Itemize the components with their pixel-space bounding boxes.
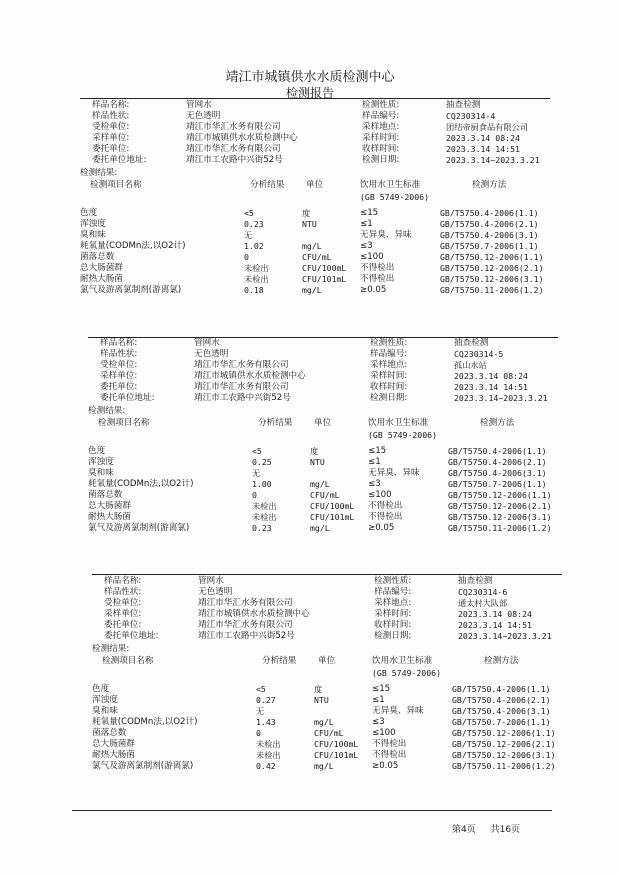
value-receive-time: 2023.3.14 14:51 [458, 620, 532, 630]
label-test-property: 检测性质: [374, 576, 412, 586]
label-sampler: 采样单位: [100, 371, 138, 381]
label-sample-property: 样品性状: [92, 111, 130, 121]
value-sample-property: 无色透明 [194, 349, 229, 359]
row-item: 总大肠菌群 [92, 739, 135, 749]
row-unit: 度 [302, 208, 311, 218]
row-method: GB/T5750.12-2006(3.1) [452, 750, 556, 760]
label-sample-no: 样品编号: [370, 349, 408, 359]
row-item: 总大肠菌群 [80, 263, 123, 273]
col-standard-code: (GB 5749-2006) [372, 668, 442, 678]
label-sample-location: 采样地点: [362, 122, 400, 132]
row-unit: CFU/mL [310, 490, 340, 500]
value-sampler: 靖江市城镇供水水质检测中心 [194, 371, 306, 381]
row-method: GB/T5750.12-2006(3.1) [448, 512, 552, 522]
label-sample-location: 采样地点: [374, 598, 412, 608]
row-method: GB/T5750.12-2006(3.1) [440, 274, 544, 284]
label-client: 受检单位: [92, 122, 130, 132]
value-client: 靖江市华汇水务有限公司 [194, 360, 289, 370]
row-item: 耗氧量(CODMn法,以O2计) [92, 717, 198, 727]
value-client: 靖江市华汇水务有限公司 [198, 598, 293, 608]
value-entrust-addr: 靖江市工农路中兴街52号 [198, 631, 295, 641]
row-standard: ≤3 [368, 479, 381, 489]
label-entrust: 委托单位: [92, 144, 130, 154]
row-standard: 不得检出 [360, 274, 395, 284]
row-unit: mg/L [302, 241, 322, 251]
row-unit: CFU/100mL [310, 501, 355, 511]
row-unit: CFU/101mL [302, 274, 347, 284]
col-result-header: 分析结果 [250, 180, 285, 190]
row-standard: 无异臭、异味 [360, 230, 412, 240]
col-standard-code: (GB 5749-2006) [360, 192, 430, 202]
row-method: GB/T5750.11-2006(1.2) [452, 761, 556, 771]
row-method: GB/T5750.4-2006(2.1) [440, 219, 539, 229]
col-standard-header: 饮用水卫生标准 [368, 418, 429, 428]
label-sampler: 采样单位: [104, 609, 142, 619]
row-unit: mg/L [314, 717, 334, 727]
value-sample-no: CQ230314-4 [446, 111, 496, 121]
row-item: 耗氧量(CODMn法,以O2计) [88, 479, 194, 489]
row-item: 浑浊度 [88, 457, 114, 467]
bottom-rule [72, 810, 552, 811]
label-test-date: 检测日期: [362, 155, 400, 165]
row-item: 菌落总数 [88, 490, 123, 500]
value-receive-time: 2023.3.14 14:51 [446, 144, 520, 154]
value-sample-time: 2023.3.14 08:24 [458, 609, 532, 619]
row-item: 耗氧量(CODMn法,以O2计) [80, 241, 186, 251]
row-method: GB/T5750.4-2006(3.1) [452, 706, 551, 716]
label-client: 受检单位: [100, 360, 138, 370]
label-sample-property: 样品性状: [100, 349, 138, 359]
row-standard: ≥0.05 [372, 761, 399, 771]
col-result-header: 分析结果 [262, 656, 297, 666]
label-sample-name: 样品名称: [92, 100, 130, 110]
header-rule [92, 574, 562, 575]
row-result: 无 [252, 468, 261, 478]
row-result: <5 [244, 208, 254, 218]
row-unit: 度 [314, 684, 323, 694]
row-unit: CFU/101mL [310, 512, 355, 522]
row-unit: CFU/100mL [302, 263, 347, 273]
row-unit: CFU/mL [302, 252, 332, 262]
row-result: 0.42 [256, 761, 276, 771]
row-method: GB/T5750.7-2006(1.1) [452, 717, 551, 727]
value-test-date: 2023.3.14~2023.3.21 [454, 393, 548, 403]
row-standard: ≤100 [368, 490, 392, 500]
row-method: GB/T5750.12-2006(2.1) [448, 501, 552, 511]
label-test-date: 检测日期: [374, 631, 412, 641]
results-label: 检测结果: [92, 644, 130, 654]
row-method: GB/T5750.4-2006(1.1) [448, 446, 547, 456]
row-method: GB/T5750.4-2006(2.1) [452, 695, 551, 705]
col-standard-header: 饮用水卫生标准 [372, 656, 433, 666]
row-method: GB/T5750.11-2006(1.2) [440, 285, 544, 295]
value-entrust-addr: 靖江市工农路中兴街52号 [186, 155, 283, 165]
label-test-property: 检测性质: [362, 100, 400, 110]
col-unit-header: 单位 [306, 180, 324, 190]
label-entrust-addr: 委托单位地址: [92, 155, 147, 165]
label-entrust: 委托单位: [100, 382, 138, 392]
row-standard: ≥0.05 [368, 523, 395, 533]
value-sample-location: 通太村大队部 [458, 598, 508, 608]
row-item: 耐热大肠菌 [80, 274, 123, 284]
row-standard: ≤100 [372, 728, 396, 738]
value-sampler: 靖江市城镇供水水质检测中心 [198, 609, 310, 619]
value-test-property: 抽查检测 [454, 338, 489, 348]
row-standard: 无异臭、异味 [368, 468, 420, 478]
header-rule [80, 98, 550, 99]
row-standard: ≤3 [372, 717, 385, 727]
row-standard: ≤1 [360, 219, 373, 229]
row-method: GB/T5750.12-2006(1.1) [440, 252, 544, 262]
row-item: 色度 [88, 446, 106, 456]
value-sample-time: 2023.3.14 08:24 [454, 371, 528, 381]
row-item: 氯气及游离氯制剂(游离氯) [80, 285, 182, 295]
value-test-date: 2023.3.14~2023.3.21 [446, 155, 540, 165]
label-sample-no: 样品编号: [374, 587, 412, 597]
row-standard: 不得检出 [360, 263, 395, 273]
value-receive-time: 2023.3.14 14:51 [454, 382, 528, 392]
col-standard-header: 饮用水卫生标准 [360, 180, 421, 190]
row-method: GB/T5750.4-2006(1.1) [440, 208, 539, 218]
row-item: 菌落总数 [80, 252, 115, 262]
row-item: 浑浊度 [80, 219, 106, 229]
row-result: 未检出 [244, 263, 269, 273]
row-unit: NTU [302, 219, 317, 229]
value-sample-location: 孤山水站 [454, 360, 487, 370]
value-sample-property: 无色透明 [186, 111, 221, 121]
row-result: 无 [256, 706, 265, 716]
row-unit: mg/L [302, 285, 322, 295]
col-item-header: 检测项目名称 [90, 180, 142, 190]
results-label: 检测结果: [80, 168, 118, 178]
row-result: 0 [252, 490, 257, 500]
row-standard: 不得检出 [368, 501, 403, 511]
row-unit: mg/L [314, 761, 334, 771]
row-result: 0.18 [244, 285, 264, 295]
row-item: 总大肠菌群 [88, 501, 131, 511]
row-item: 色度 [92, 684, 110, 694]
row-result: <5 [256, 684, 266, 694]
row-result: 未检出 [244, 274, 269, 284]
col-item-header: 检测项目名称 [102, 656, 154, 666]
label-receive-time: 收样时间: [370, 382, 408, 392]
row-standard: ≤15 [368, 446, 387, 456]
row-unit: CFU/mL [314, 728, 344, 738]
row-result: 0 [244, 252, 249, 262]
row-method: GB/T5750.12-2006(1.1) [452, 728, 556, 738]
label-receive-time: 收样时间: [362, 144, 400, 154]
row-item: 氯气及游离氯制剂(游离氯) [88, 523, 190, 533]
label-sample-location: 采样地点: [370, 360, 408, 370]
label-entrust-addr: 委托单位地址: [100, 393, 155, 403]
value-test-property: 抽查检测 [458, 576, 493, 586]
value-entrust: 靖江市华汇水务有限公司 [186, 144, 281, 154]
value-sample-no: CQ230314-5 [454, 349, 504, 359]
row-item: 浑浊度 [92, 695, 118, 705]
col-method-header: 检测方法 [472, 180, 507, 190]
value-sample-location: 团结帝厨食品有限公司 [446, 122, 528, 132]
row-method: GB/T5750.4-2006(3.1) [440, 230, 539, 240]
row-item: 臭和味 [88, 468, 114, 478]
row-standard: 不得检出 [368, 512, 403, 522]
label-sampler: 采样单位: [92, 133, 130, 143]
row-result: 未检出 [256, 739, 281, 749]
col-method-header: 检测方法 [484, 656, 519, 666]
row-item: 菌落总数 [92, 728, 127, 738]
page-number: 第4页 [452, 825, 476, 835]
row-result: 1.02 [244, 241, 264, 251]
row-method: GB/T5750.7-2006(1.1) [448, 479, 547, 489]
row-standard: 无异臭、异味 [372, 706, 424, 716]
value-sample-name: 管网水 [194, 338, 220, 348]
row-result: <5 [252, 446, 262, 456]
page-total: 共16页 [490, 825, 521, 835]
row-item: 耐热大肠菌 [88, 512, 131, 522]
row-method: GB/T5750.4-2006(1.1) [452, 684, 551, 694]
row-result: 未检出 [252, 501, 277, 511]
label-test-property: 检测性质: [370, 338, 408, 348]
row-method: GB/T5750.7-2006(1.1) [440, 241, 539, 251]
row-item: 臭和味 [80, 230, 106, 240]
row-standard: 不得检出 [372, 750, 407, 760]
row-result: 0 [256, 728, 261, 738]
value-sample-property: 无色透明 [198, 587, 233, 597]
col-result-header: 分析结果 [258, 418, 293, 428]
label-entrust: 委托单位: [104, 620, 142, 630]
col-method-header: 检测方法 [480, 418, 515, 428]
value-entrust: 靖江市华汇水务有限公司 [194, 382, 289, 392]
row-standard: ≤1 [368, 457, 381, 467]
row-standard: ≤15 [360, 208, 379, 218]
row-method: GB/T5750.12-2006(2.1) [440, 263, 544, 273]
label-sample-name: 样品名称: [100, 338, 138, 348]
row-result: 0.25 [252, 457, 272, 467]
row-result: 0.27 [256, 695, 276, 705]
value-sample-time: 2023.3.14 08:24 [446, 133, 520, 143]
col-item-header: 检测项目名称 [98, 418, 150, 428]
row-method: GB/T5750.11-2006(1.2) [448, 523, 552, 533]
row-result: 1.43 [256, 717, 276, 727]
col-unit-header: 单位 [318, 656, 336, 666]
value-sample-name: 管网水 [198, 576, 224, 586]
row-unit: CFU/100mL [314, 739, 359, 749]
row-method: GB/T5750.4-2006(2.1) [448, 457, 547, 467]
label-sample-property: 样品性状: [104, 587, 142, 597]
row-result: 未检出 [252, 512, 277, 522]
value-test-date: 2023.3.14~2023.3.21 [458, 631, 552, 641]
label-sample-time: 采样时间: [362, 133, 400, 143]
value-entrust-addr: 靖江市工农路中兴街52号 [194, 393, 291, 403]
value-client: 靖江市华汇水务有限公司 [186, 122, 281, 132]
row-standard: ≥0.05 [360, 285, 387, 295]
report-title: 检测报告 [285, 86, 334, 100]
col-standard-code: (GB 5749-2006) [368, 430, 438, 440]
value-entrust: 靖江市华汇水务有限公司 [198, 620, 293, 630]
row-item: 氯气及游离氯制剂(游离氯) [92, 761, 194, 771]
row-unit: CFU/101mL [314, 750, 359, 760]
value-test-property: 抽查检测 [446, 100, 481, 110]
label-test-date: 检测日期: [370, 393, 408, 403]
col-unit-header: 单位 [314, 418, 332, 428]
value-sample-no: CQ230314-6 [458, 587, 508, 597]
results-label: 检测结果: [88, 406, 126, 416]
row-result: 无 [244, 230, 253, 240]
label-sample-time: 采样时间: [374, 609, 412, 619]
row-standard: ≤15 [372, 684, 391, 694]
report-org-title: 靖江市城镇供水水质检测中心 [225, 70, 395, 85]
label-client: 受检单位: [104, 598, 142, 608]
row-result: 0.23 [252, 523, 272, 533]
row-item: 耐热大肠菌 [92, 750, 135, 760]
value-sampler: 靖江市城镇供水水质检测中心 [186, 133, 298, 143]
row-result: 未检出 [256, 750, 281, 760]
label-sample-no: 样品编号: [362, 111, 400, 121]
row-result: 0.23 [244, 219, 264, 229]
value-sample-name: 管网水 [186, 100, 212, 110]
row-method: GB/T5750.4-2006(3.1) [448, 468, 547, 478]
row-item: 臭和味 [92, 706, 118, 716]
label-sample-time: 采样时间: [370, 371, 408, 381]
label-receive-time: 收样时间: [374, 620, 412, 630]
page-footer [452, 822, 532, 835]
label-sample-name: 样品名称: [104, 576, 142, 586]
row-result: 1.00 [252, 479, 272, 489]
row-standard: 不得检出 [372, 739, 407, 749]
row-method: GB/T5750.12-2006(1.1) [448, 490, 552, 500]
row-unit: NTU [310, 457, 325, 467]
row-standard: ≤3 [360, 241, 373, 251]
row-item: 色度 [80, 208, 98, 218]
row-unit: mg/L [310, 479, 330, 489]
row-standard: ≤100 [360, 252, 384, 262]
row-unit: mg/L [310, 523, 330, 533]
row-unit: 度 [310, 446, 319, 456]
row-unit: NTU [314, 695, 329, 705]
row-method: GB/T5750.12-2006(2.1) [452, 739, 556, 749]
label-entrust-addr: 委托单位地址: [104, 631, 159, 641]
row-standard: ≤1 [372, 695, 385, 705]
